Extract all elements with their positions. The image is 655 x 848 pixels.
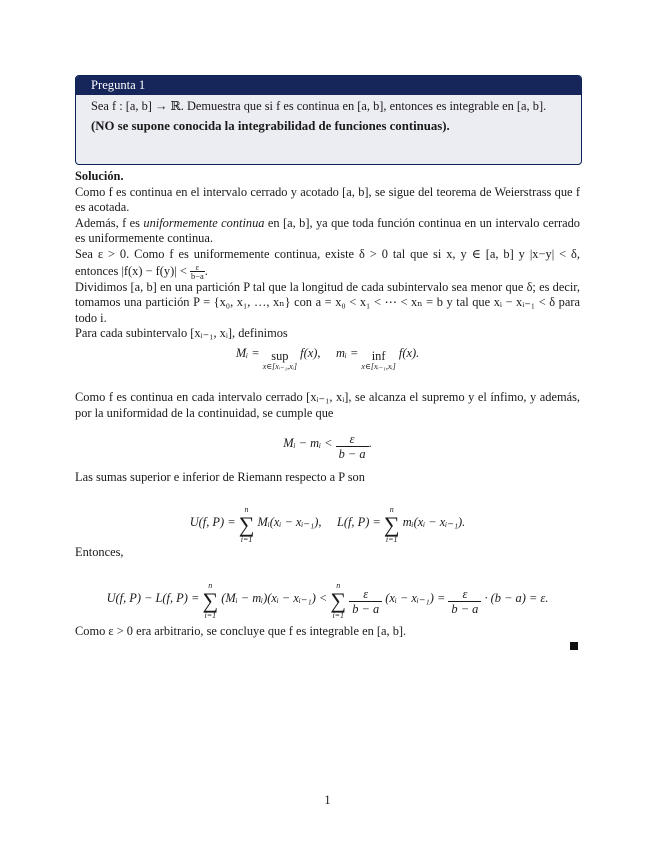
- sigma-icon: ∑: [202, 588, 219, 613]
- eq4-sum2-bot: i=1: [332, 611, 345, 620]
- eq4-term1: (Mᵢ − mᵢ)(xᵢ − xᵢ₋₁) <: [221, 591, 328, 605]
- eq1-Mi: Mᵢ =: [235, 346, 260, 360]
- eq1-inf: [361, 350, 395, 371]
- eq2-den: b − a: [338, 447, 366, 461]
- equation-riemann-sums: [75, 505, 580, 545]
- eq1-inf-sub: x∈[xᵢ₋₁,xᵢ]: [361, 362, 396, 371]
- eq2-end: .: [368, 436, 372, 450]
- solution-paragraph-7: Las sumas superior e inferior de Riemann respecto a P son: [75, 470, 365, 484]
- eq4-sum1-bot: i=1: [204, 611, 217, 620]
- eq1-sup: [263, 350, 297, 371]
- eq4-frac2-den: b − a: [451, 602, 479, 616]
- solution-paragraph-9: Como ε > 0 era arbitrario, se concluye que f es integrable en [a, b].: [75, 624, 407, 638]
- eq1-inf-op: inf: [371, 349, 386, 363]
- question-statement: Sea f : [a, b] → ℝ. Demuestra que si f es continua en [a, b], entonces es integrable en [a, b].: [91, 99, 547, 113]
- p3-text-a: Sea ε > 0. Como f es uniformemente continua, existe δ > 0 tal que si x, y ∈ [a, b] y |x−y| < δ, entonces |f(x) − f(y)| <: [75, 246, 580, 278]
- question-box: [75, 75, 582, 165]
- question-title: Pregunta 1: [76, 76, 581, 95]
- eq4-sum-2: [330, 581, 346, 621]
- eq4-frac1-den: b − a: [352, 602, 380, 616]
- sigma-icon: ∑: [330, 588, 347, 613]
- eq3-sum2-top: n: [389, 505, 394, 514]
- p2-text-a: Además, f es: [75, 215, 144, 230]
- eq4-fraction-2: [448, 587, 481, 616]
- eq3-L-term: mᵢ(xᵢ − xᵢ₋₁).: [402, 515, 466, 529]
- solution-title: Solución.: [75, 169, 124, 183]
- solution-paragraph-8: Entonces,: [75, 545, 124, 559]
- eq4-lhs: U(f, P) − L(f, P) =: [106, 591, 200, 605]
- solution-paragraph-2: [75, 216, 580, 247]
- p3-fraction: [190, 263, 205, 280]
- equation-sup-inf: [75, 346, 580, 371]
- solution-paragraph-3: [75, 247, 580, 280]
- equation-oscillation: [75, 432, 580, 461]
- eq1-sup-op: sup: [271, 349, 289, 363]
- p2-text-b: en [a, b], ya que toda función continua en un intervalo cerrado es uniformemente continua.: [75, 215, 580, 246]
- solution-paragraph-1: Como f es continua en el intervalo cerrado y acotado [a, b], se sigue del teorema de Weierstrass que f es acotada.: [75, 184, 580, 215]
- page-number: 1: [324, 793, 331, 807]
- p3-text-b: .: [204, 263, 208, 278]
- eq3-L: L(f, P) =: [336, 515, 381, 529]
- p3-frac-num: ε: [190, 263, 205, 272]
- qed-square-icon: [570, 642, 578, 650]
- eq1-sup-sub: x∈[xᵢ₋₁,xᵢ]: [262, 362, 298, 371]
- question-note: (NO se supone conocida la integrabilidad de funciones continuas).: [91, 118, 450, 133]
- eq3-sum1-bot: i=1: [240, 535, 253, 544]
- eq2-lhs: Mᵢ − mᵢ <: [283, 436, 333, 450]
- eq2-num: ε: [336, 432, 369, 447]
- eq3-sum-2: [384, 505, 400, 545]
- solution-paragraph-5: Para cada subintervalo [xᵢ₋₁, xᵢ], definimos: [75, 326, 288, 341]
- question-body: [76, 95, 581, 134]
- eq4-frac2-num: ε: [448, 587, 481, 602]
- eq2-fraction: [336, 432, 369, 461]
- p2-emphasis: uniformemente continua: [143, 215, 265, 230]
- eq4-fraction-1: [349, 587, 382, 616]
- eq3-U: U(f, P) =: [189, 515, 236, 529]
- eq4-sum1-top: n: [208, 581, 213, 590]
- solution-paragraph-4: Dividimos [a, b] en una partición P tal que la longitud de cada subintervalo sea menor que δ; es decir, tomamos una partición P = {x₀, x₁, …, xₙ} con a = x₀ < x₁ < ⋯ < xₙ = b y tal que xᵢ − xᵢ₋₁ < δ para todo i.: [75, 279, 580, 325]
- eq3-sum2-bot: i=1: [385, 535, 398, 544]
- solution-paragraph-6: Como f es continua en cada intervalo cerrado [xᵢ₋₁, xᵢ], se alcanza el supremo y el ínfimo, y además, por la uniformidad de la continuidad, se cumple que: [75, 390, 580, 420]
- eq3-sum-1: [239, 505, 255, 545]
- eq4-frac1-num: ε: [349, 587, 382, 602]
- equation-difference: [75, 581, 580, 621]
- p3-frac-den: b−a: [190, 270, 204, 281]
- eq1-fx1: f(x),: [300, 346, 321, 360]
- eq1-mi: mᵢ =: [335, 346, 359, 360]
- eq3-sum1-top: n: [244, 505, 249, 514]
- eq1-fx2: f(x).: [398, 346, 420, 360]
- eq4-term2: (xᵢ − xᵢ₋₁) =: [385, 591, 446, 605]
- eq4-term3: · (b − a) = ε.: [484, 591, 549, 605]
- eq4-sum2-top: n: [336, 581, 341, 590]
- eq3-U-term: Mᵢ(xᵢ − xᵢ₋₁),: [257, 515, 322, 529]
- sigma-icon: ∑: [238, 512, 255, 537]
- solution-section: [75, 169, 580, 342]
- eq4-sum-1: [202, 581, 218, 621]
- sigma-icon: ∑: [383, 512, 400, 537]
